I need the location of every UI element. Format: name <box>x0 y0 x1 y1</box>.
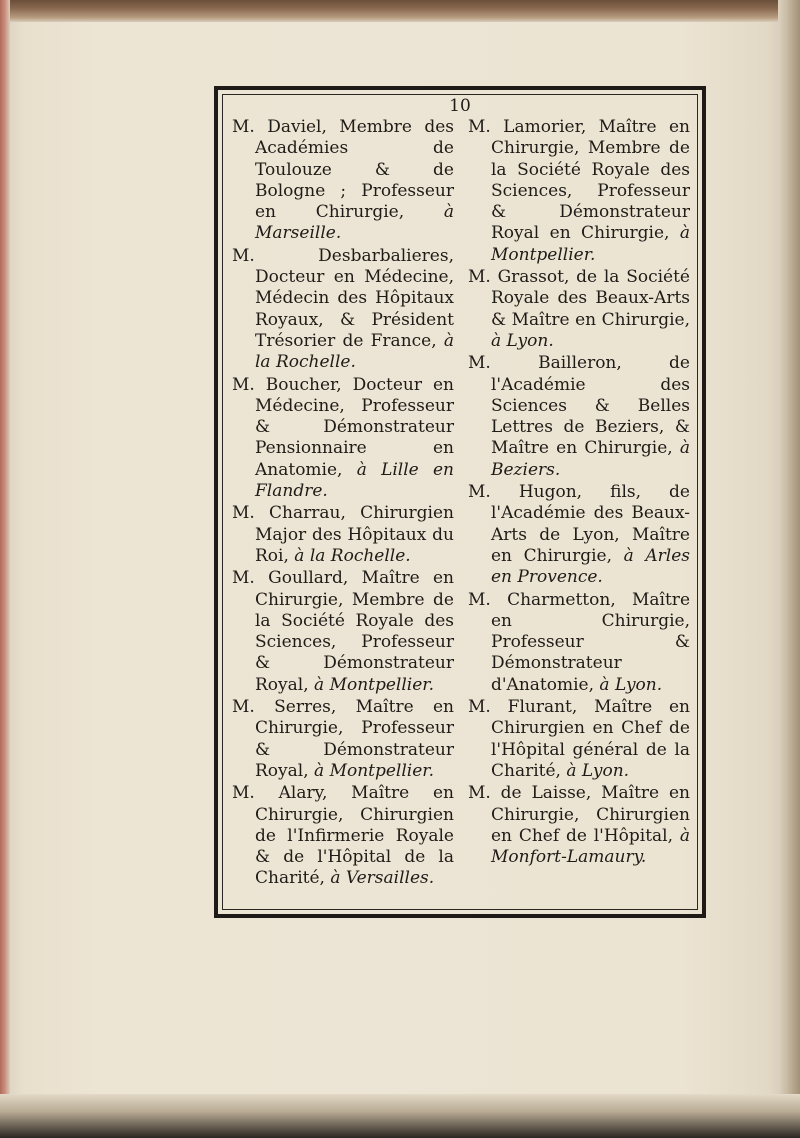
list-item: M. Serres, Maître en Chirurgie, Professeur & Démonstrateur Royal, à Montpellier. <box>232 697 454 781</box>
list-item: M. de Laisse, Maître en Chirurgie, Chirurgien en Chef de l'Hôpital, à Monfort-Lamaury. <box>468 783 690 868</box>
list-item: M. Lamorier, Maître en Chirurgie, Membre de la Société Royale des Sciences, Professeur & Démonstrateur Royal en Chirurgie, à Montpellier. <box>468 117 690 265</box>
list-item: M. Charmetton, Maître en Chirurgie, Professeur & Démonstrateur d'Anatomie, à Lyon. <box>468 589 690 695</box>
book-bottom-edge <box>0 1094 800 1138</box>
list-item: M. Charrau, Chirurgien Major des Hôpitaux du Roi, à la Rochelle. <box>232 503 454 566</box>
page-number: 10 <box>449 96 471 116</box>
list-item: M. Boucher, Docteur en Médecine, Professeur & Démonstrateur Pensionnaire en Anatomie, à Lille en Flandre. <box>232 374 454 502</box>
book-top-edge <box>0 0 800 22</box>
right-column <box>468 117 690 869</box>
book-left-edge <box>0 0 10 1138</box>
list-item: M. Hugon, fils, de l'Académie des Beaux-Arts de Lyon, Maître en Chirurgie, à Arles en Provence. <box>468 482 690 588</box>
book-right-edge <box>778 0 800 1138</box>
list-item: M. Bailleron, de l'Académie des Sciences & Belles Lettres de Beziers, & Maître en Chirurgie, à Beziers. <box>468 353 690 480</box>
left-column <box>232 117 454 891</box>
list-item: M. Goullard, Maître en Chirurgie, Membre de la Société Royale des Sciences, Professeur & Démonstrateur Royal, à Montpellier. <box>232 568 454 695</box>
list-item: M. Grassot, de la Société Royale des Beaux-Arts & Maître en Chirurgie, à Lyon. <box>468 267 690 351</box>
list-item: M. Daviel, Membre des Académies de Toulouze & de Bologne ; Professeur en Chirurgie, à Marseille. <box>232 117 454 244</box>
list-item: M. Desbarbalieres, Docteur en Médecine, Médecin des Hôpitaux Royaux, & Président Trésorier de France, à la Rochelle. <box>232 245 454 373</box>
list-item: M. Alary, Maître en Chirurgie, Chirurgien de l'Infirmerie Royale & de l'Hôpital de la Charité, à Versailles. <box>232 783 454 889</box>
list-item: M. Flurant, Maître en Chirurgien en Chef de l'Hôpital général de la Charité, à Lyon. <box>468 697 690 781</box>
